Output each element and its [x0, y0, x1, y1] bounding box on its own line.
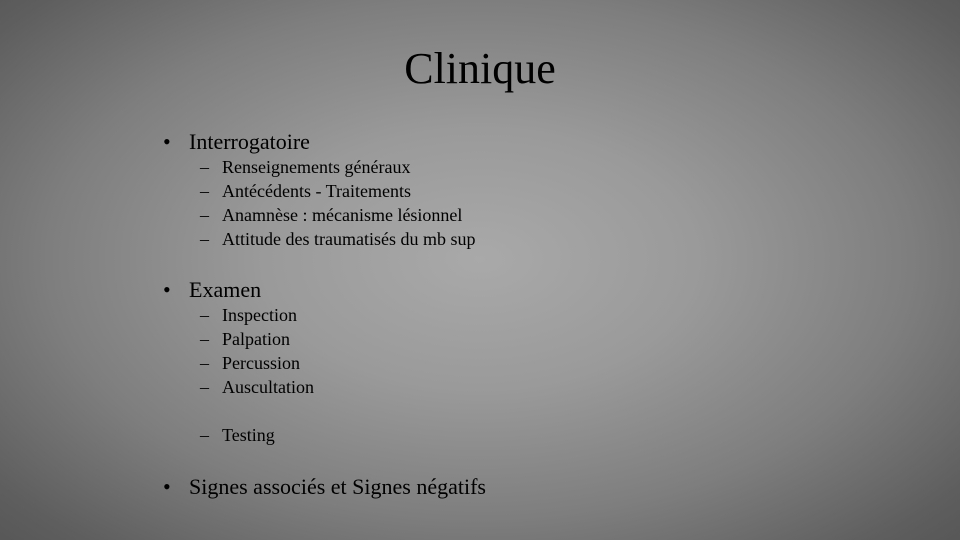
bullet-label: Examen [189, 277, 262, 302]
bullet-signes [163, 474, 486, 500]
sub-item-label: Antécédents - Traitements [222, 181, 411, 201]
dash-icon: – [200, 377, 209, 397]
sub-item [200, 424, 275, 446]
dash-icon: – [200, 353, 209, 373]
dash-icon: – [200, 425, 209, 445]
sub-item-label: Renseignements généraux [222, 157, 411, 177]
dash-icon: – [200, 305, 209, 325]
bullet-icon: • [163, 474, 171, 499]
dash-icon: – [200, 157, 209, 177]
sub-item [200, 352, 300, 374]
sub-item-label: Attitude des traumatisés du mb sup [222, 229, 476, 249]
sub-item [200, 304, 297, 326]
sub-item [200, 328, 290, 350]
slide-title: Clinique [404, 44, 556, 93]
dash-icon: – [200, 329, 209, 349]
bullet-icon: • [163, 277, 171, 302]
sub-item [200, 204, 462, 226]
sub-item [200, 180, 411, 202]
sub-item-label: Anamnèse : mécanisme lésionnel [222, 205, 463, 225]
sub-item-label: Palpation [222, 329, 290, 349]
sub-item-label: Auscultation [222, 377, 314, 397]
bullet-icon: • [163, 129, 171, 154]
dash-icon: – [200, 205, 209, 225]
sub-item-label: Percussion [222, 353, 300, 373]
dash-icon: – [200, 181, 209, 201]
sub-item-label: Inspection [222, 305, 297, 325]
bullet-examen [163, 277, 261, 303]
sub-item-label: Testing [222, 425, 275, 445]
bullet-label: Interrogatoire [189, 129, 310, 154]
sub-item [200, 228, 475, 250]
bullet-label: Signes associés et Signes négatifs [189, 474, 486, 499]
bullet-interrogatoire [163, 129, 310, 155]
dash-icon: – [200, 229, 209, 249]
sub-item [200, 156, 410, 178]
sub-item [200, 376, 314, 398]
